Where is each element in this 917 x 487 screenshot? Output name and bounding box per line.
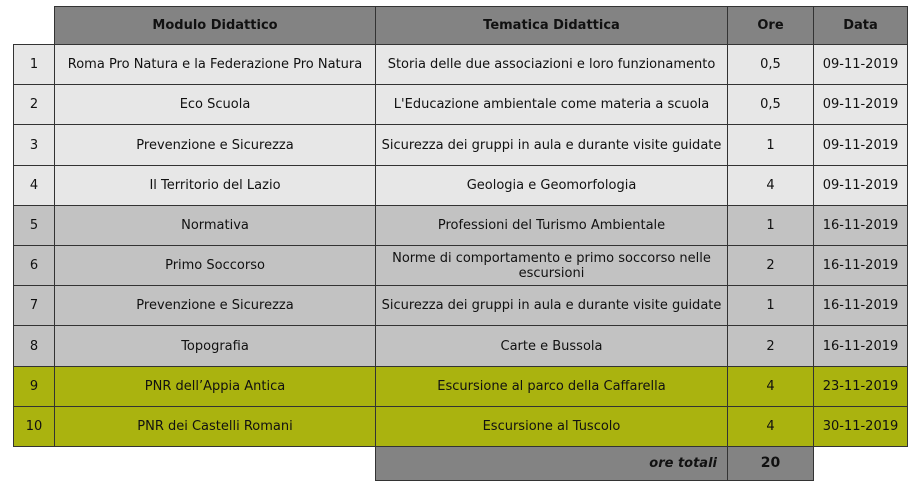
ore: 2 [727, 245, 814, 286]
ore: 1 [727, 285, 814, 326]
row-number: 8 [13, 325, 55, 367]
row-number: 7 [13, 285, 55, 326]
total-hours: 20 [727, 446, 814, 481]
header-modulo: Modulo Didattico [54, 6, 376, 45]
total-label: ore totali [375, 446, 728, 481]
header-ore: Ore [727, 6, 814, 45]
modulo-didattico: Il Territorio del Lazio [54, 165, 376, 206]
tematica-didattica: Escursione al parco della Caffarella [375, 366, 728, 407]
row-number: 2 [13, 84, 55, 125]
modulo-didattico: PNR dell’Appia Antica [54, 366, 376, 407]
data: 16-11-2019 [813, 285, 908, 326]
ore: 1 [727, 205, 814, 246]
tematica-didattica: Geologia e Geomorfologia [375, 165, 728, 206]
row-number: 10 [13, 406, 55, 447]
modulo-didattico: Topografia [54, 325, 376, 367]
row-number: 5 [13, 205, 55, 246]
tematica-didattica: L'Educazione ambientale come materia a scuola [375, 84, 728, 125]
data: 09-11-2019 [813, 84, 908, 125]
ore: 1 [727, 124, 814, 166]
row-number: 3 [13, 124, 55, 166]
data: 09-11-2019 [813, 165, 908, 206]
row-number: 4 [13, 165, 55, 206]
ore: 0,5 [727, 84, 814, 125]
ore: 4 [727, 366, 814, 407]
data: 09-11-2019 [813, 124, 908, 166]
data: 09-11-2019 [813, 44, 908, 85]
data: 16-11-2019 [813, 205, 908, 246]
data: 23-11-2019 [813, 366, 908, 407]
modulo-didattico: PNR dei Castelli Romani [54, 406, 376, 447]
ore: 4 [727, 406, 814, 447]
row-number: 9 [13, 366, 55, 407]
header-data: Data [813, 6, 908, 45]
tematica-didattica: Carte e Bussola [375, 325, 728, 367]
ore: 2 [727, 325, 814, 367]
data: 16-11-2019 [813, 325, 908, 367]
modulo-didattico: Prevenzione e Sicurezza [54, 124, 376, 166]
ore: 0,5 [727, 44, 814, 85]
modulo-didattico: Prevenzione e Sicurezza [54, 285, 376, 326]
header-tematica: Tematica Didattica [375, 6, 728, 45]
tematica-didattica: Norme di comportamento e primo soccorso nelle escursioni [375, 245, 728, 286]
tematica-didattica: Storia delle due associazioni e loro funzionamento [375, 44, 728, 85]
modulo-didattico: Primo Soccorso [54, 245, 376, 286]
tematica-didattica: Escursione al Tuscolo [375, 406, 728, 447]
tematica-didattica: Professioni del Turismo Ambientale [375, 205, 728, 246]
modulo-didattico: Eco Scuola [54, 84, 376, 125]
row-number: 1 [13, 44, 55, 85]
tematica-didattica: Sicurezza dei gruppi in aula e durante visite guidate [375, 285, 728, 326]
tematica-didattica: Sicurezza dei gruppi in aula e durante visite guidate [375, 124, 728, 166]
data: 30-11-2019 [813, 406, 908, 447]
modulo-didattico: Normativa [54, 205, 376, 246]
row-number: 6 [13, 245, 55, 286]
modulo-didattico: Roma Pro Natura e la Federazione Pro Natura [54, 44, 376, 85]
ore: 4 [727, 165, 814, 206]
data: 16-11-2019 [813, 245, 908, 286]
